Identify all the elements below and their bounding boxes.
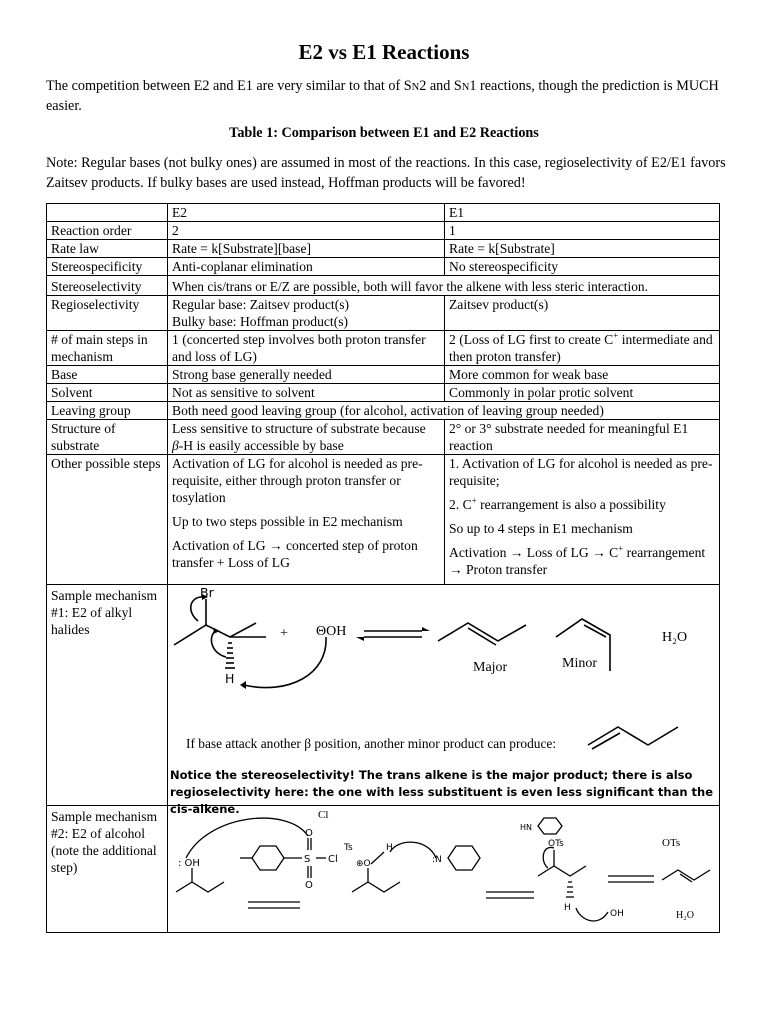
carbocation-sup: + bbox=[613, 330, 619, 341]
oxonium-bond bbox=[352, 882, 400, 892]
major-product-bond bbox=[438, 623, 526, 641]
cell-e1: 1 bbox=[445, 222, 720, 240]
other-e1-p4 bbox=[449, 544, 715, 578]
cell-e2 bbox=[168, 455, 445, 585]
row-label: Structure of substrate bbox=[47, 420, 168, 455]
cell-e1: More common for weak base bbox=[445, 366, 720, 384]
right-arrow-icon: → bbox=[449, 562, 463, 577]
header-e2: E2 bbox=[168, 204, 445, 222]
other-e1-p4-a: Activation bbox=[449, 545, 510, 560]
cell-e1 bbox=[445, 331, 720, 366]
intro-text-1: The competition between E2 and E1 are very similar to that of S bbox=[46, 78, 412, 94]
pyridinium-label: HN bbox=[520, 823, 532, 832]
cell-both: When cis/trans or E/Z are possible, both will favor the alkene with less steric interaction. bbox=[168, 276, 720, 296]
oxonium-hydrogen-label: H bbox=[386, 843, 393, 853]
cell-e1: No stereospecificity bbox=[445, 258, 720, 276]
right-arrow-icon: → bbox=[592, 545, 606, 560]
page-title: E2 vs E1 Reactions bbox=[298, 40, 470, 64]
cell-e2: Not as sensitive to solvent bbox=[168, 384, 445, 402]
arrow-head bbox=[422, 627, 430, 631]
other-e2-p2: Up to two steps possible in E2 mechanism bbox=[172, 514, 403, 529]
tosyl-label: Ts bbox=[344, 843, 353, 853]
curved-arrow bbox=[390, 842, 436, 858]
other-e2-p3-b: concerted step of proton transfer + Loss of LG bbox=[172, 538, 418, 570]
cell-e2: Strong base generally needed bbox=[168, 366, 445, 384]
sulfonyl-oxygen-top: O bbox=[305, 828, 313, 839]
tosylate-hydrogen-label: H bbox=[564, 903, 571, 913]
table-row bbox=[47, 222, 720, 240]
other-e2-p3 bbox=[172, 537, 440, 571]
structure-e2-b: -H is easily accessible by base bbox=[178, 438, 344, 453]
other-e1-p4-d: rearrangement bbox=[623, 545, 706, 560]
mechanism-2-cell bbox=[168, 806, 720, 933]
intro-text-2: 2 and S bbox=[419, 78, 462, 94]
row-label: # of main steps in mechanism bbox=[47, 331, 168, 366]
table-title: Table 1: Comparison between E1 and E2 Reactions bbox=[229, 125, 539, 141]
cell-both: Both need good leaving group (for alcohol, activation of leaving group needed) bbox=[168, 402, 720, 420]
carbocation-sup: + bbox=[471, 495, 477, 506]
pyridine-nitrogen-label: :N bbox=[432, 855, 442, 865]
table-row bbox=[47, 420, 720, 455]
oxonium-label: ⊕O bbox=[356, 859, 371, 869]
curved-arrow bbox=[576, 908, 608, 921]
hashed-bond bbox=[225, 643, 235, 668]
sulfur-label: S bbox=[304, 854, 311, 865]
cell-e2: 2 bbox=[168, 222, 445, 240]
intro-sn-2: N bbox=[461, 82, 470, 93]
note-paragraph: Note: Regular bases (not bulky ones) are assumed in most of the reactions. In this case, regioselectivity of E2/E1 favors Zaitsev products. If bulky bases are used instead, Hoffman products will be favored! bbox=[46, 155, 726, 191]
water-label: H₂O bbox=[662, 630, 688, 645]
other-e1-p1: 1. Activation of LG for alcohol is needed as pre-requisite; bbox=[449, 456, 713, 488]
arrow-head bbox=[240, 681, 246, 689]
intro-sn-1: N bbox=[411, 82, 420, 93]
cell-e1: 2° or 3° substrate needed for meaningful E1 reaction bbox=[445, 420, 720, 455]
table-row bbox=[47, 806, 720, 933]
substrate-bond bbox=[174, 623, 256, 645]
water-label: H₂O bbox=[676, 910, 694, 921]
hydroxide-label: OH bbox=[610, 909, 624, 919]
row-label: Sample mechanism #1: E2 of alkyl halides bbox=[47, 585, 168, 806]
curved-arrow bbox=[191, 597, 202, 621]
arrow-head bbox=[356, 637, 364, 641]
hydrogen-label: H bbox=[225, 671, 235, 686]
hydroxyl-label: : OH bbox=[178, 858, 200, 869]
other-e2-p1: Activation of LG for alcohol is needed as pre-requisite, either through proton transfer or tosylation bbox=[172, 456, 423, 505]
comparison-table bbox=[46, 203, 720, 933]
table-row bbox=[47, 240, 720, 258]
other-e2-p3-a: Activation of LG bbox=[172, 538, 270, 553]
curved-arrow bbox=[186, 818, 308, 858]
major-label: Major bbox=[473, 660, 508, 675]
row-label: Leaving group bbox=[47, 402, 168, 420]
cell-e2: Anti-coplanar elimination bbox=[168, 258, 445, 276]
bromine-label: Br bbox=[200, 585, 214, 600]
other-e1-p4-b: Loss of LG bbox=[523, 545, 593, 560]
pyridinium-ring bbox=[538, 818, 562, 834]
carbocation-sup: + bbox=[618, 543, 624, 554]
other-e1-p3: So up to 4 steps in E1 mechanism bbox=[449, 521, 633, 536]
cell-e1: Commonly in polar protic solvent bbox=[445, 384, 720, 402]
main-steps-e1-b: intermediate and then proton transfer) bbox=[449, 332, 713, 364]
structure-e2-a: Less sensitive to structure of substrate because bbox=[172, 421, 426, 436]
hydroxide-label: ΘOH bbox=[316, 624, 347, 639]
tosylate-ots-label: OTs bbox=[548, 839, 564, 849]
row-label: Base bbox=[47, 366, 168, 384]
chloride-ion-label: Cl bbox=[318, 809, 329, 821]
stereoselectivity-note: Notice the stereoselectivity! The trans alkene is the major product; there is also regioselectivity here: the one with less substituent is even less significant than the cis-alkene. bbox=[170, 768, 714, 816]
hashed-bond bbox=[566, 882, 574, 897]
beta-symbol: β bbox=[172, 438, 179, 453]
other-e1-p2-b: rearrangement is also a possibility bbox=[476, 497, 666, 512]
benzene-ring bbox=[252, 846, 284, 870]
header-empty bbox=[47, 204, 168, 222]
plus-sign: + bbox=[280, 626, 288, 641]
table-row bbox=[47, 258, 720, 276]
sulfonyl-oxygen-bottom: O bbox=[305, 880, 313, 891]
row-label: Stereoselectivity bbox=[47, 276, 168, 296]
other-e1-p2 bbox=[449, 496, 715, 513]
pyridine-ring bbox=[448, 846, 480, 870]
table-row bbox=[47, 455, 720, 585]
table-row bbox=[47, 585, 720, 806]
curved-arrow bbox=[211, 631, 226, 657]
row-label: Stereospecificity bbox=[47, 258, 168, 276]
cell-e2 bbox=[168, 420, 445, 455]
other-e1-p4-e: Proton transfer bbox=[462, 562, 548, 577]
oxonium-bond bbox=[371, 852, 384, 864]
cell-e1: Zaitsev product(s) bbox=[445, 296, 720, 331]
intro-text-3: 1 reactions, though the prediction is MUCH easier. bbox=[46, 78, 719, 114]
minor-label: Minor bbox=[562, 656, 597, 671]
other-e1-p2-a: 2. C bbox=[449, 497, 472, 512]
tosylate-anion-label: OTs bbox=[662, 837, 681, 849]
row-label: Solvent bbox=[47, 384, 168, 402]
table-row bbox=[47, 402, 720, 420]
table-row bbox=[47, 331, 720, 366]
row-label: Other possible steps bbox=[47, 455, 168, 585]
table-row bbox=[47, 366, 720, 384]
table-row bbox=[47, 276, 720, 296]
table-row bbox=[47, 296, 720, 331]
row-label: Regioselectivity bbox=[47, 296, 168, 331]
right-arrow-icon: → bbox=[509, 545, 524, 560]
alcohol-bond bbox=[176, 882, 224, 892]
mechanism-2-diagram bbox=[168, 806, 722, 932]
right-arrow-icon: → bbox=[269, 538, 283, 553]
curved-arrow bbox=[543, 847, 554, 868]
chlorine-label: Cl bbox=[328, 854, 338, 865]
bulky-base-text: Bulky base: Hoffman product(s) bbox=[172, 314, 349, 329]
extra-minor-text: If base attack another β position, another minor product can produce: bbox=[186, 736, 557, 751]
row-label: Rate law bbox=[47, 240, 168, 258]
arrow-head bbox=[213, 628, 220, 634]
other-e1-p4-c: C bbox=[605, 545, 619, 560]
table-row bbox=[47, 384, 720, 402]
main-steps-e1-a: 2 (Loss of LG first to create C bbox=[449, 332, 614, 347]
cell-e1 bbox=[445, 455, 720, 585]
table-header-row bbox=[47, 204, 720, 222]
cell-e2 bbox=[168, 296, 445, 331]
row-label: Sample mechanism #2: E2 of alcohol (note the additional step) bbox=[47, 806, 168, 933]
regular-base-text: Regular base: Zaitsev product(s) bbox=[172, 297, 350, 312]
intro-paragraph bbox=[46, 77, 726, 116]
header-e1: E1 bbox=[445, 204, 720, 222]
row-label: Reaction order bbox=[47, 222, 168, 240]
cell-e2: Rate = k[Substrate][base] bbox=[168, 240, 445, 258]
cell-e1: Rate = k[Substrate] bbox=[445, 240, 720, 258]
tosylate-bond bbox=[538, 866, 586, 876]
curved-arrow bbox=[244, 637, 326, 688]
cell-e2: 1 (concerted step involves both proton transfer and loss of LG) bbox=[168, 331, 445, 366]
extra-product-bond bbox=[588, 727, 678, 745]
